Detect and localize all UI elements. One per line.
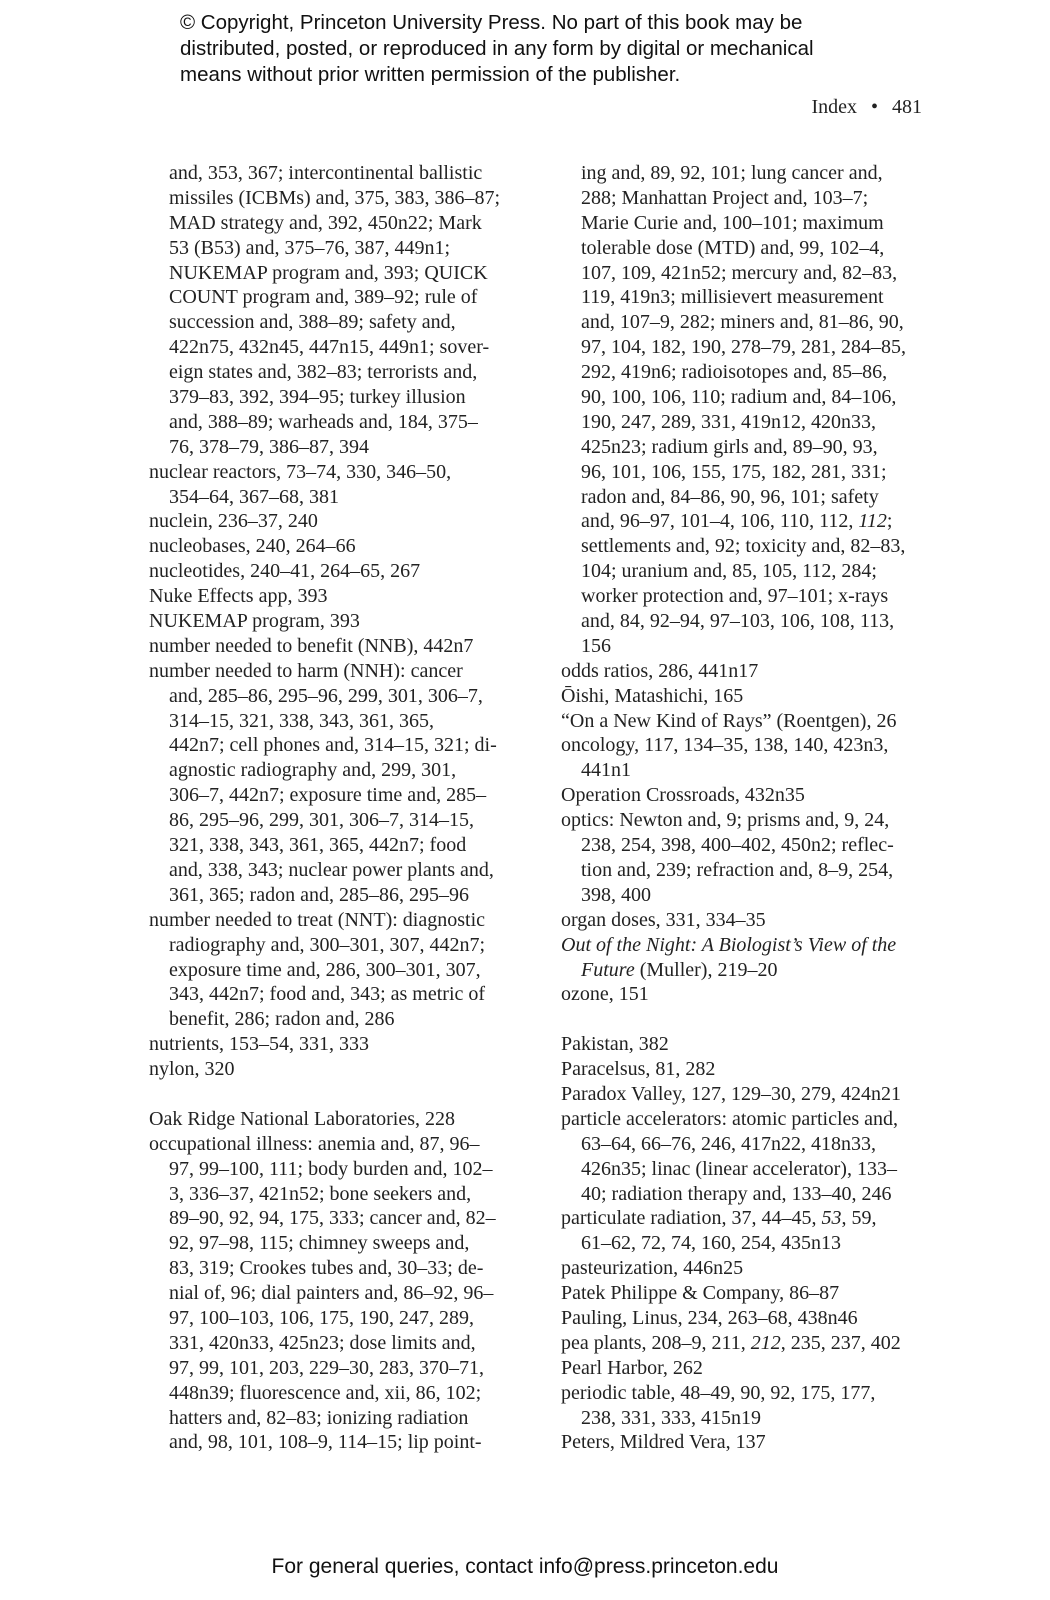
- index-entry-line: pea plants, 208–9, 211, 212, 235, 237, 402: [561, 1331, 901, 1354]
- index-continuation-line: 61–62, 72, 74, 160, 254, 435n13: [581, 1232, 841, 1255]
- index-continuation-line: 321, 338, 343, 361, 365, 442n7; food: [169, 834, 467, 857]
- index-continuation-line: 107, 109, 421n52; mercury and, 82–83,: [581, 261, 898, 284]
- index-continuation-line: 422n75, 432n45, 447n15, 449n1; sover-: [169, 336, 490, 359]
- index-continuation-line: 92, 97–98, 115; chimney sweeps and,: [169, 1232, 470, 1255]
- index-continuation-line: 156: [581, 634, 611, 657]
- running-head-separator: •: [870, 96, 878, 118]
- index-continuation-line: 3, 336–37, 421n52; bone seekers and,: [169, 1182, 472, 1205]
- index-entry-line: nucleobases, 240, 264–66: [149, 535, 356, 558]
- index-entry-line: particle accelerators: atomic particles and,: [561, 1107, 899, 1130]
- index-spacer: [561, 1007, 941, 1032]
- index-continuation-line: 86, 295–96, 299, 301, 306–7, 314–15,: [169, 809, 474, 832]
- index-continuation-line: tion and, 239; refraction and, 8–9, 254,: [581, 858, 894, 881]
- index-entry-line: odds ratios, 286, 441n17: [561, 659, 759, 682]
- index-continuation-line: 238, 254, 398, 400–402, 450n2; reflec-: [581, 834, 894, 857]
- index-continuation-line: and, 84, 92–94, 97–103, 106, 108, 113,: [581, 610, 895, 633]
- index-entry-line: number needed to benefit (NNB), 442n7: [149, 634, 474, 657]
- index-entry-line: Peters, Mildred Vera, 137: [561, 1431, 766, 1454]
- index-entry-line: organ doses, 331, 334–35: [561, 908, 766, 931]
- index-continuation-line: 190, 247, 289, 331, 419n12, 420n33,: [581, 410, 876, 433]
- index-continuation-line: 331, 420n33, 425n23; dose limits and,: [169, 1331, 476, 1354]
- index-continuation-line: and, 353, 367; intercontinental ballistic: [169, 162, 483, 184]
- index-entry-line: Out of the Night: A Biologist’s View of the: [561, 933, 897, 956]
- index-continuation-line: 448n39; fluorescence and, xii, 86, 102;: [169, 1381, 482, 1404]
- footer-contact: For general queries, contact info@press.princeton.edu: [271, 1555, 779, 1578]
- index-entry-line: optics: Newton and, 9; prisms and, 9, 24,: [561, 809, 890, 832]
- running-head-title: Index: [811, 96, 857, 118]
- index-entry-line: Pauling, Linus, 234, 263–68, 438n46: [561, 1306, 858, 1329]
- index-continuation-line: 442n7; cell phones and, 314–15, 321; di-: [169, 734, 497, 757]
- index-continuation-line: 53 (B53) and, 375–76, 387, 449n1;: [169, 236, 451, 259]
- index-continuation-line: succession and, 388–89; safety and,: [169, 311, 456, 334]
- index-continuation-line: 306–7, 442n7; exposure time and, 285–: [169, 784, 487, 807]
- index-entry-line: number needed to treat (NNT): diagnostic: [149, 908, 485, 931]
- index-continuation-line: 379–83, 392, 394–95; turkey illusion: [169, 386, 466, 409]
- index-continuation-line: 238, 331, 333, 415n19: [581, 1406, 761, 1429]
- index-entry-line: Ōishi, Matashichi, 165: [561, 684, 744, 707]
- index-entry-line: particulate radiation, 37, 44–45, 53, 59,: [561, 1207, 877, 1230]
- index-continuation-line: tolerable dose (MTD) and, 99, 102–4,: [581, 236, 885, 259]
- index-entry-line: Paradox Valley, 127, 129–30, 279, 424n21: [561, 1082, 901, 1105]
- index-continuation-line: benefit, 286; radon and, 286: [169, 1008, 395, 1031]
- index-spacer: [149, 1082, 529, 1107]
- index-column-left: [149, 161, 529, 1455]
- index-entry-line: Patek Philippe & Company, 86–87: [561, 1282, 840, 1305]
- index-entry-line: number needed to harm (NNH): cancer: [149, 659, 463, 682]
- index-entry-line: nuclein, 236–37, 240: [149, 510, 318, 533]
- copyright-notice: [180, 10, 1000, 88]
- index-continuation-line: 63–64, 66–76, 246, 417n22, 418n33,: [581, 1132, 876, 1155]
- copyright-line: means without prior written permission of the publisher.: [180, 63, 681, 86]
- index-continuation-line: MAD strategy and, 392, 450n22; Mark: [169, 211, 482, 234]
- index-entry-line: Pearl Harbor, 262: [561, 1356, 703, 1379]
- index-entry-line: occupational illness: anemia and, 87, 96–: [149, 1132, 480, 1155]
- index-continuation-line: 426n35; linac (linear accelerator), 133–: [581, 1157, 897, 1180]
- index-continuation-line: 398, 400: [581, 883, 651, 906]
- index-continuation-line: settlements and, 92; toxicity and, 82–83,: [581, 535, 906, 558]
- index-continuation-line: hatters and, 82–83; ionizing radiation: [169, 1406, 469, 1429]
- index-entry-line: ozone, 151: [561, 983, 649, 1006]
- copyright-line: © Copyright, Princeton University Press. No part of this book may be: [180, 11, 803, 34]
- copyright-line: distributed, posted, or reproduced in any form by digital or mechanical: [180, 37, 814, 60]
- index-entry-line: Oak Ridge National Laboratories, 228: [149, 1107, 456, 1130]
- index-continuation-line: 343, 442n7; food and, 343; as metric of: [169, 983, 486, 1006]
- index-continuation-line: 354–64, 367–68, 381: [169, 485, 339, 508]
- index-continuation-line: Marie Curie and, 100–101; maximum: [581, 211, 884, 234]
- index-entry-line: nutrients, 153–54, 331, 333: [149, 1033, 369, 1056]
- index-continuation-line: 97, 100–103, 106, 175, 190, 247, 289,: [169, 1306, 474, 1329]
- index-continuation-line: 361, 365; radon and, 285–86, 295–96: [169, 883, 469, 906]
- index-entry-line: Nuke Effects app, 393: [149, 585, 328, 608]
- index-continuation-line: and, 338, 343; nuclear power plants and,: [169, 858, 494, 881]
- index-continuation-line: and, 388–89; warheads and, 184, 375–: [169, 410, 478, 433]
- index-continuation-line: worker protection and, 97–101; x-rays: [581, 585, 889, 608]
- index-entry-line: nylon, 320: [149, 1058, 235, 1081]
- index-continuation-line: 76, 378–79, 386–87, 394: [169, 435, 369, 458]
- index-continuation-line: 104; uranium and, 85, 105, 112, 284;: [581, 560, 877, 583]
- index-column-right: [561, 161, 941, 1455]
- index-entry-line: “On a New Kind of Rays” (Roentgen), 26: [561, 709, 897, 732]
- index-continuation-line: and, 98, 101, 108–9, 114–15; lip point-: [169, 1431, 482, 1454]
- index-continuation-line: 96, 101, 106, 155, 175, 182, 281, 331;: [581, 460, 887, 483]
- index-continuation-line: 119, 419n3; millisievert measurement: [581, 286, 884, 309]
- index-continuation-line: 97, 99, 101, 203, 229–30, 283, 370–71,: [169, 1356, 484, 1379]
- index-continuation-line: ing and, 89, 92, 101; lung cancer and,: [581, 162, 883, 184]
- index-entry-line: oncology, 117, 134–35, 138, 140, 423n3,: [561, 734, 889, 757]
- index-continuation-line: 441n1: [581, 759, 631, 782]
- index-continuation-line: NUKEMAP program and, 393; QUICK: [169, 261, 488, 284]
- index-continuation-line: COUNT program and, 389–92; rule of: [169, 286, 478, 309]
- index-continuation-line: radiography and, 300–301, 307, 442n7;: [169, 933, 486, 956]
- index-continuation-line: 97, 104, 182, 190, 278–79, 281, 284–85,: [581, 336, 906, 359]
- index-continuation-line: radon and, 84–86, 90, 96, 101; safety: [581, 485, 879, 508]
- index-entry-line: Pakistan, 382: [561, 1033, 669, 1056]
- index-continuation-line: agnostic radiography and, 299, 301,: [169, 759, 457, 782]
- index-continuation-line: and, 107–9, 282; miners and, 81–86, 90,: [581, 311, 904, 334]
- index-entry-line: Operation Crossroads, 432n35: [561, 784, 805, 807]
- index-continuation-line: 40; radiation therapy and, 133–40, 246: [581, 1182, 892, 1205]
- index-continuation-line: 292, 419n6; radioisotopes and, 85–86,: [581, 361, 888, 384]
- index-continuation-line: 97, 99–100, 111; body burden and, 102–: [169, 1157, 493, 1180]
- running-head: [811, 96, 922, 119]
- index-continuation-line: missiles (ICBMs) and, 375, 383, 386–87;: [169, 186, 501, 209]
- index-continuation-line: 83, 319; Crookes tubes and, 30–33; de-: [169, 1257, 484, 1280]
- index-continuation-line: 90, 100, 106, 110; radium and, 84–106,: [581, 386, 897, 409]
- index-continuation-line: 314–15, 321, 338, 343, 361, 365,: [169, 709, 434, 732]
- index-continuation-line: and, 96–97, 101–4, 106, 110, 112, 112;: [581, 510, 893, 533]
- index-continuation-line: 425n23; radium girls and, 89–90, 93,: [581, 435, 878, 458]
- page-number: 481: [892, 96, 922, 118]
- index-entry-line: nucleotides, 240–41, 264–65, 267: [149, 560, 421, 583]
- index-continuation-line: nial of, 96; dial painters and, 86–92, 96–: [169, 1282, 494, 1305]
- index-continuation-line: eign states and, 382–83; terrorists and,: [169, 361, 478, 384]
- index-entry-line: Paracelsus, 81, 282: [561, 1058, 716, 1081]
- index-continuation-line: and, 285–86, 295–96, 299, 301, 306–7,: [169, 684, 483, 707]
- index-continuation-line: 89–90, 92, 94, 175, 333; cancer and, 82–: [169, 1207, 496, 1230]
- index-entry-line: nuclear reactors, 73–74, 330, 346–50,: [149, 460, 452, 483]
- index-continuation-line: 288; Manhattan Project and, 103–7;: [581, 186, 869, 209]
- index-continuation-line: Future (Muller), 219–20: [581, 958, 778, 981]
- index-continuation-line: exposure time and, 286, 300–301, 307,: [169, 958, 481, 981]
- index-entry-line: NUKEMAP program, 393: [149, 610, 360, 633]
- index-entry-line: pasteurization, 446n25: [561, 1257, 744, 1280]
- index-entry-line: periodic table, 48–49, 90, 92, 175, 177,: [561, 1381, 876, 1404]
